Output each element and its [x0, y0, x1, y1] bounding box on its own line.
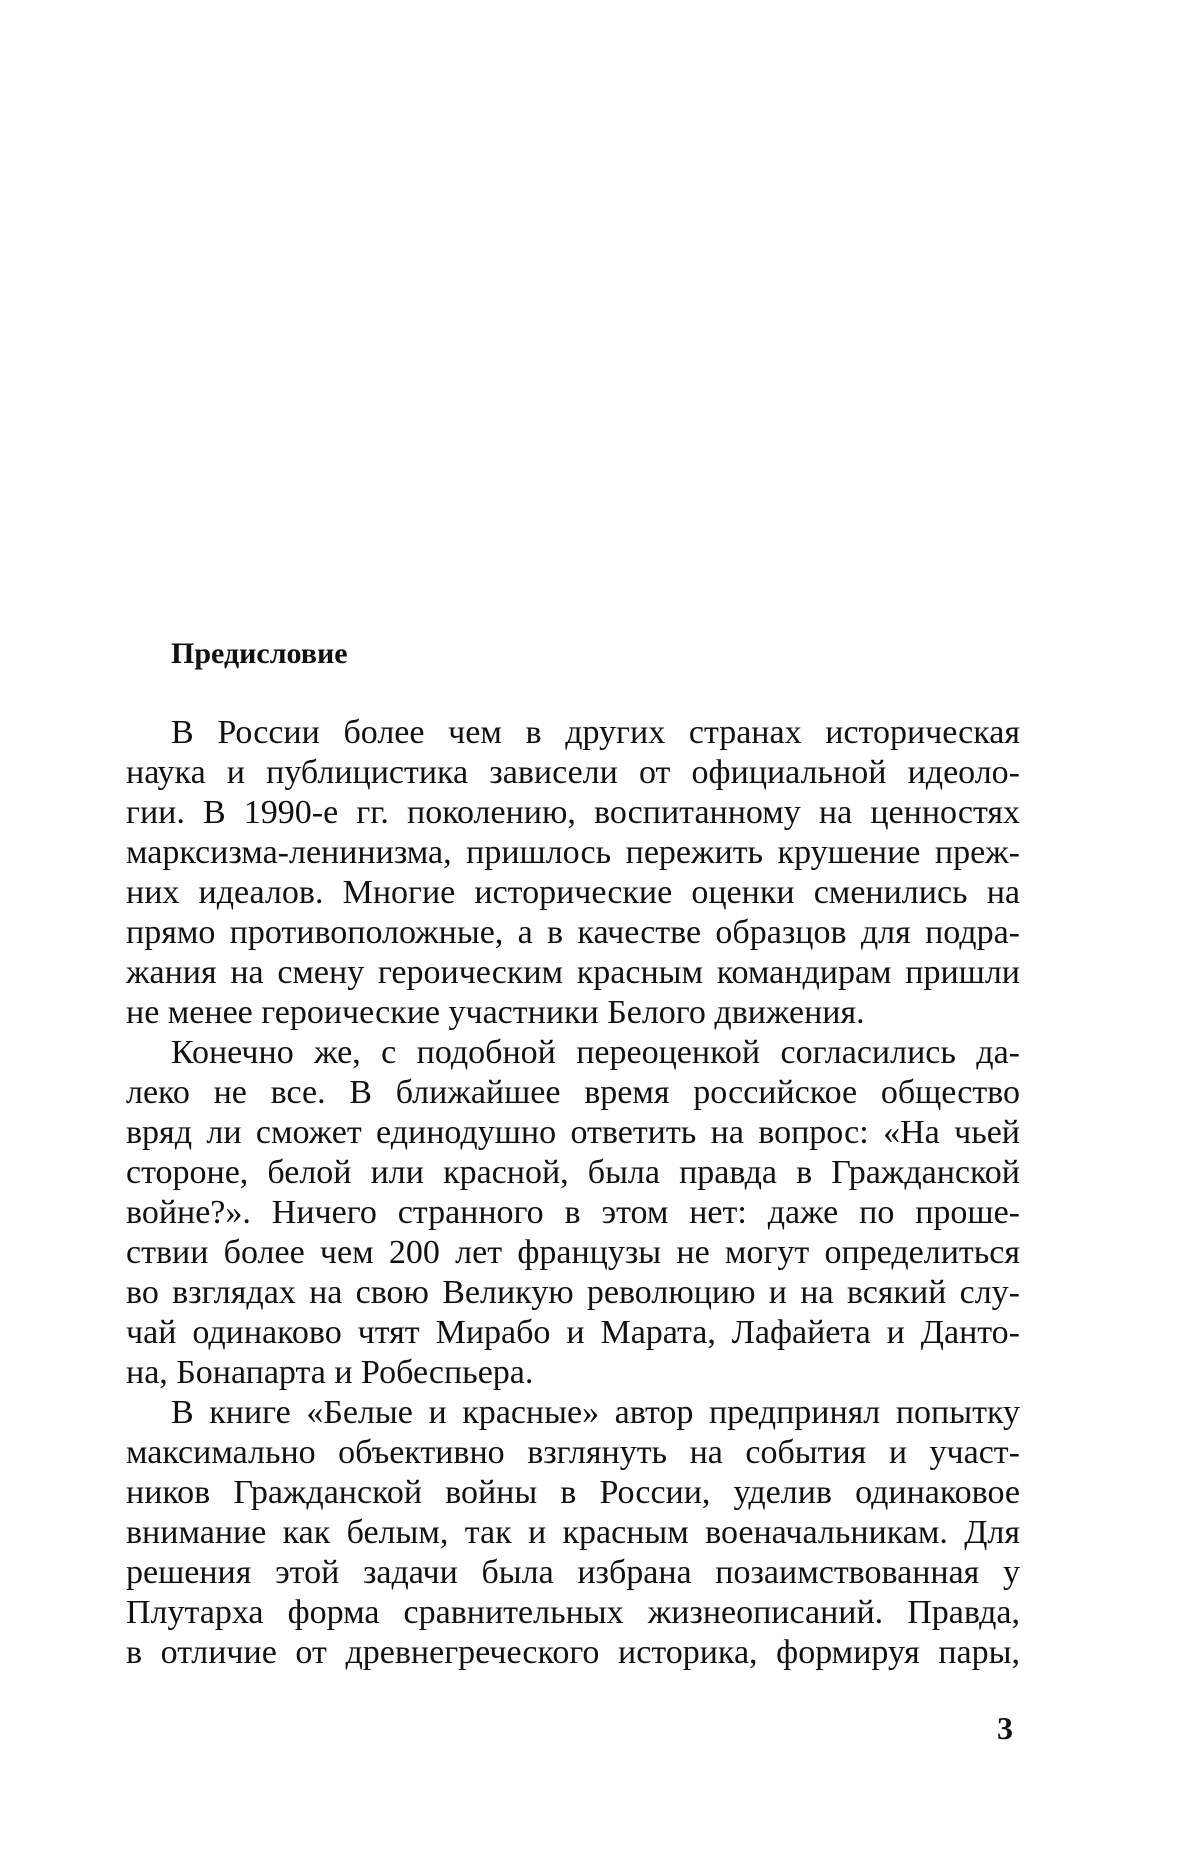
- text-line: В книге «Белые и красные» автор предпринял попытку: [171, 1394, 1020, 1431]
- text-line: В России более чем в других странах историческая: [171, 714, 1020, 751]
- text-line: решения этой задачи была избрана позаимствованная у: [126, 1554, 1020, 1591]
- text-line: леко не все. В ближайшее время российское общество: [126, 1074, 1020, 1111]
- text-line: прямо противоположные, а в качестве образцов для подра-: [126, 914, 1020, 951]
- text-line: во взглядах на свою Великую революцию и на всякий слу-: [126, 1274, 1020, 1311]
- section-title: Предисловие: [171, 637, 348, 670]
- text-line: максимально объективно взглянуть на события и участ-: [126, 1434, 1020, 1471]
- text-line: них идеалов. Многие исторические оценки сменились на: [126, 874, 1020, 911]
- text-line: марксизма-ленинизма, пришлось пережить крушение преж-: [126, 834, 1020, 871]
- text-line: жания на смену героическим красным командирам пришли: [126, 954, 1020, 991]
- text-line: в отличие от древнегреческого историка, формируя пары,: [126, 1634, 1020, 1671]
- text-line: ствии более чем 200 лет французы не могут определиться: [126, 1234, 1020, 1271]
- text-line: не менее героические участники Белого движения.: [126, 994, 865, 1031]
- text-line: наука и публицистика зависели от официальной идеоло-: [126, 754, 1020, 791]
- text-line: вряд ли сможет единодушно ответить на вопрос: «На чьей: [126, 1114, 1020, 1151]
- text-line: внимание как белым, так и красным военачальникам. Для: [126, 1514, 1020, 1551]
- page-number: 3: [997, 1710, 1013, 1746]
- text-line: ников Гражданской войны в России, уделив одинаковое: [126, 1474, 1020, 1511]
- text-line: Плутарха форма сравнительных жизнеописаний. Правда,: [126, 1594, 1020, 1631]
- text-line: на, Бонапарта и Робеспьера.: [126, 1354, 534, 1391]
- text-line: войне?». Ничего странного в этом нет: даже по проше-: [126, 1194, 1020, 1231]
- text-line: чай одинаково чтят Мирабо и Марата, Лафайета и Данто-: [126, 1314, 1020, 1351]
- text-line: гии. В 1990-е гг. поколению, воспитанному на ценностях: [126, 794, 1020, 831]
- text-line: стороне, белой или красной, была правда в Гражданской: [126, 1154, 1020, 1191]
- text-line: Конечно же, с подобной переоценкой согласились да-: [171, 1034, 1020, 1071]
